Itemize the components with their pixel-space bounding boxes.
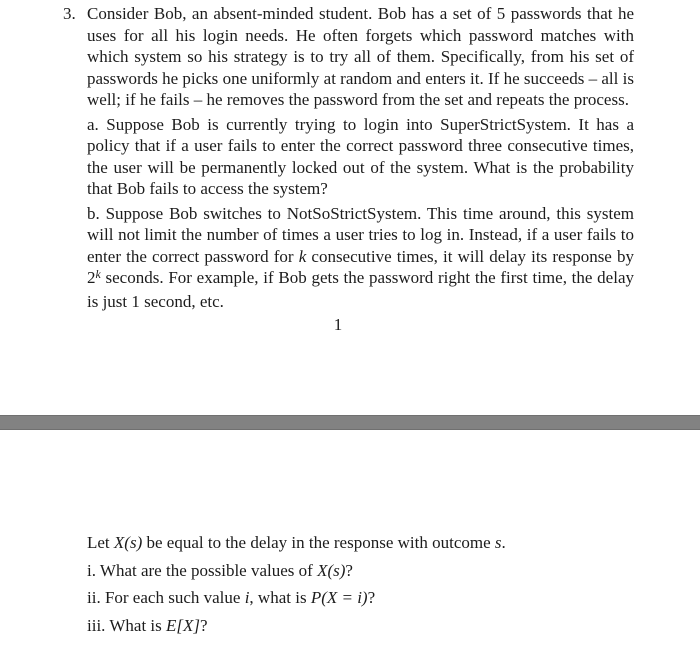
page2-item-i [87, 560, 647, 582]
text-segment: ? [345, 560, 353, 580]
text-segment: ? [367, 588, 376, 607]
page2-item-iii [87, 615, 647, 637]
page2-intro-line [87, 532, 647, 554]
text-segment: P(X = i) [310, 588, 368, 607]
text-segment: k [95, 266, 101, 281]
problem-part-a-paragraph: a. Suppose Bob is currently trying to login into SuperStrictSystem. It has a policy that if a user fails to enter the correct password three consecutive times, the user will be permanently locked out of the system. What is the probability that Bob fails to access the system? [87, 114, 634, 198]
text-segment: consecutive times, it will delay its response by 2 [87, 246, 634, 287]
page-break-divider [0, 415, 700, 430]
problem-part-b-paragraph [87, 203, 634, 313]
text-segment: iii. What is [87, 615, 167, 635]
text-segment: be equal to the delay in the response with outcome [142, 533, 495, 552]
text-segment: seconds. For example, if Bob gets the password right the first time, the delay is just 1 second, etc. [87, 268, 634, 311]
problem-number: 3. [63, 4, 76, 23]
page2-item-ii [87, 587, 647, 609]
text-segment: i [244, 588, 250, 607]
text-segment: X(s) [113, 533, 143, 552]
text-segment: . [501, 533, 506, 552]
text-segment: s [494, 533, 502, 552]
text-segment: Let [87, 533, 114, 552]
text-segment: ? [200, 615, 208, 635]
text-segment: , what is [249, 588, 311, 607]
text-segment: i. What are the possible values of [87, 560, 318, 580]
text-segment: b. Suppose Bob switches to NotSoStrictSystem. This time around, this system will not limit the number of times a user tries to log in. Instead, if a user fails to enter the correct password for [87, 203, 634, 266]
text-segment: X(s) [317, 560, 346, 580]
page-number: 1 [333, 315, 343, 334]
problem-intro-paragraph: Consider Bob, an absent-minded student. Bob has a set of 5 passwords that he uses for all his login needs. He often forgets which password matches with which system so his strategy is to try all of them. Specifically, from his set of passwords he picks one uniformly at random and enters it. If he succeeds – all is well; if he fails – he removes the password from the set and repeats the process. [87, 4, 634, 109]
page-two-text-block [87, 532, 647, 642]
text-segment: k [298, 246, 307, 266]
text-segment: E[X] [166, 615, 201, 635]
problem-text-block [87, 3, 634, 312]
text-segment: ii. For each such value [87, 588, 245, 607]
